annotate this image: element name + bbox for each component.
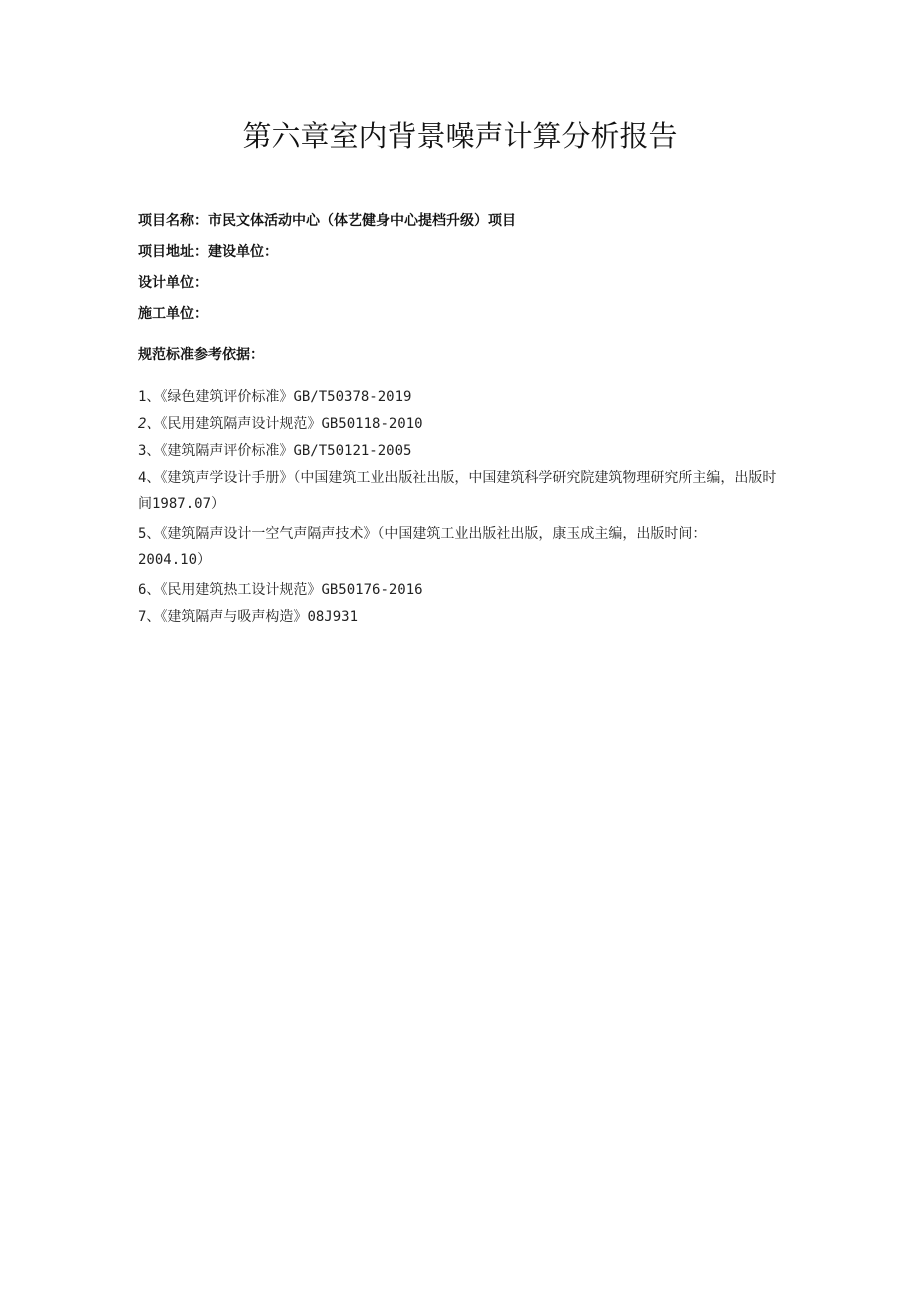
reference-code: GB50176-2016 <box>321 582 423 598</box>
reference-number: 5、 <box>138 526 161 542</box>
reference-title: 《建筑隔声与吸声构造》 <box>160 609 308 625</box>
reference-item <box>138 384 778 410</box>
project-address: 项目地址：建设单位： <box>138 244 278 260</box>
design-unit: 设计单位： <box>138 275 208 291</box>
reference-title: 《建筑隔声评价标准》 <box>160 443 294 459</box>
reference-item <box>138 411 778 437</box>
reference-number: 4、 <box>138 470 161 486</box>
reference-code: GB50118-2010 <box>321 416 423 432</box>
page-title: 第六章室内背景噪声计算分析报告 <box>242 119 678 153</box>
reference-title: 《民用建筑热工设计规范》 <box>160 582 322 598</box>
reference-title: 《民用建筑隔声设计规范》 <box>160 416 322 432</box>
reference-list <box>138 384 778 631</box>
project-name: 项目名称：市民文体活动中心（体艺健身中心提档升级）项目 <box>138 213 516 229</box>
reference-item <box>138 521 778 573</box>
reference-title: 《绿色建筑评价标准》 <box>160 389 294 405</box>
reference-number: 2、 <box>138 416 161 432</box>
reference-item <box>138 438 778 464</box>
reference-number: 3、 <box>138 443 161 459</box>
reference-item <box>138 577 778 603</box>
project-info <box>138 206 778 330</box>
reference-number: 1、 <box>138 389 161 405</box>
reference-title: 《建筑声学设计手册》（中国建筑工业出版社出版，中国建筑科学研究院建筑物理研究所主编，出版时间 <box>138 470 777 512</box>
reference-code: GB/T50121-2005 <box>293 443 412 459</box>
reference-code: 2004.10） <box>138 552 212 568</box>
basis-heading: 规范标准参考依据： <box>138 347 264 363</box>
reference-item <box>138 465 778 517</box>
reference-item <box>138 604 778 630</box>
reference-code: 08J931 <box>307 609 359 625</box>
construction-unit: 施工单位： <box>138 306 208 322</box>
reference-number: 7、 <box>138 609 161 625</box>
reference-number: 6、 <box>138 582 161 598</box>
reference-code: GB/T50378-2019 <box>293 389 412 405</box>
reference-code: 1987.07） <box>152 496 226 512</box>
reference-title: 《建筑隔声设计一空气声隔声技术》（中国建筑工业出版社出版，康玉成主编，出版时间： <box>160 526 707 542</box>
